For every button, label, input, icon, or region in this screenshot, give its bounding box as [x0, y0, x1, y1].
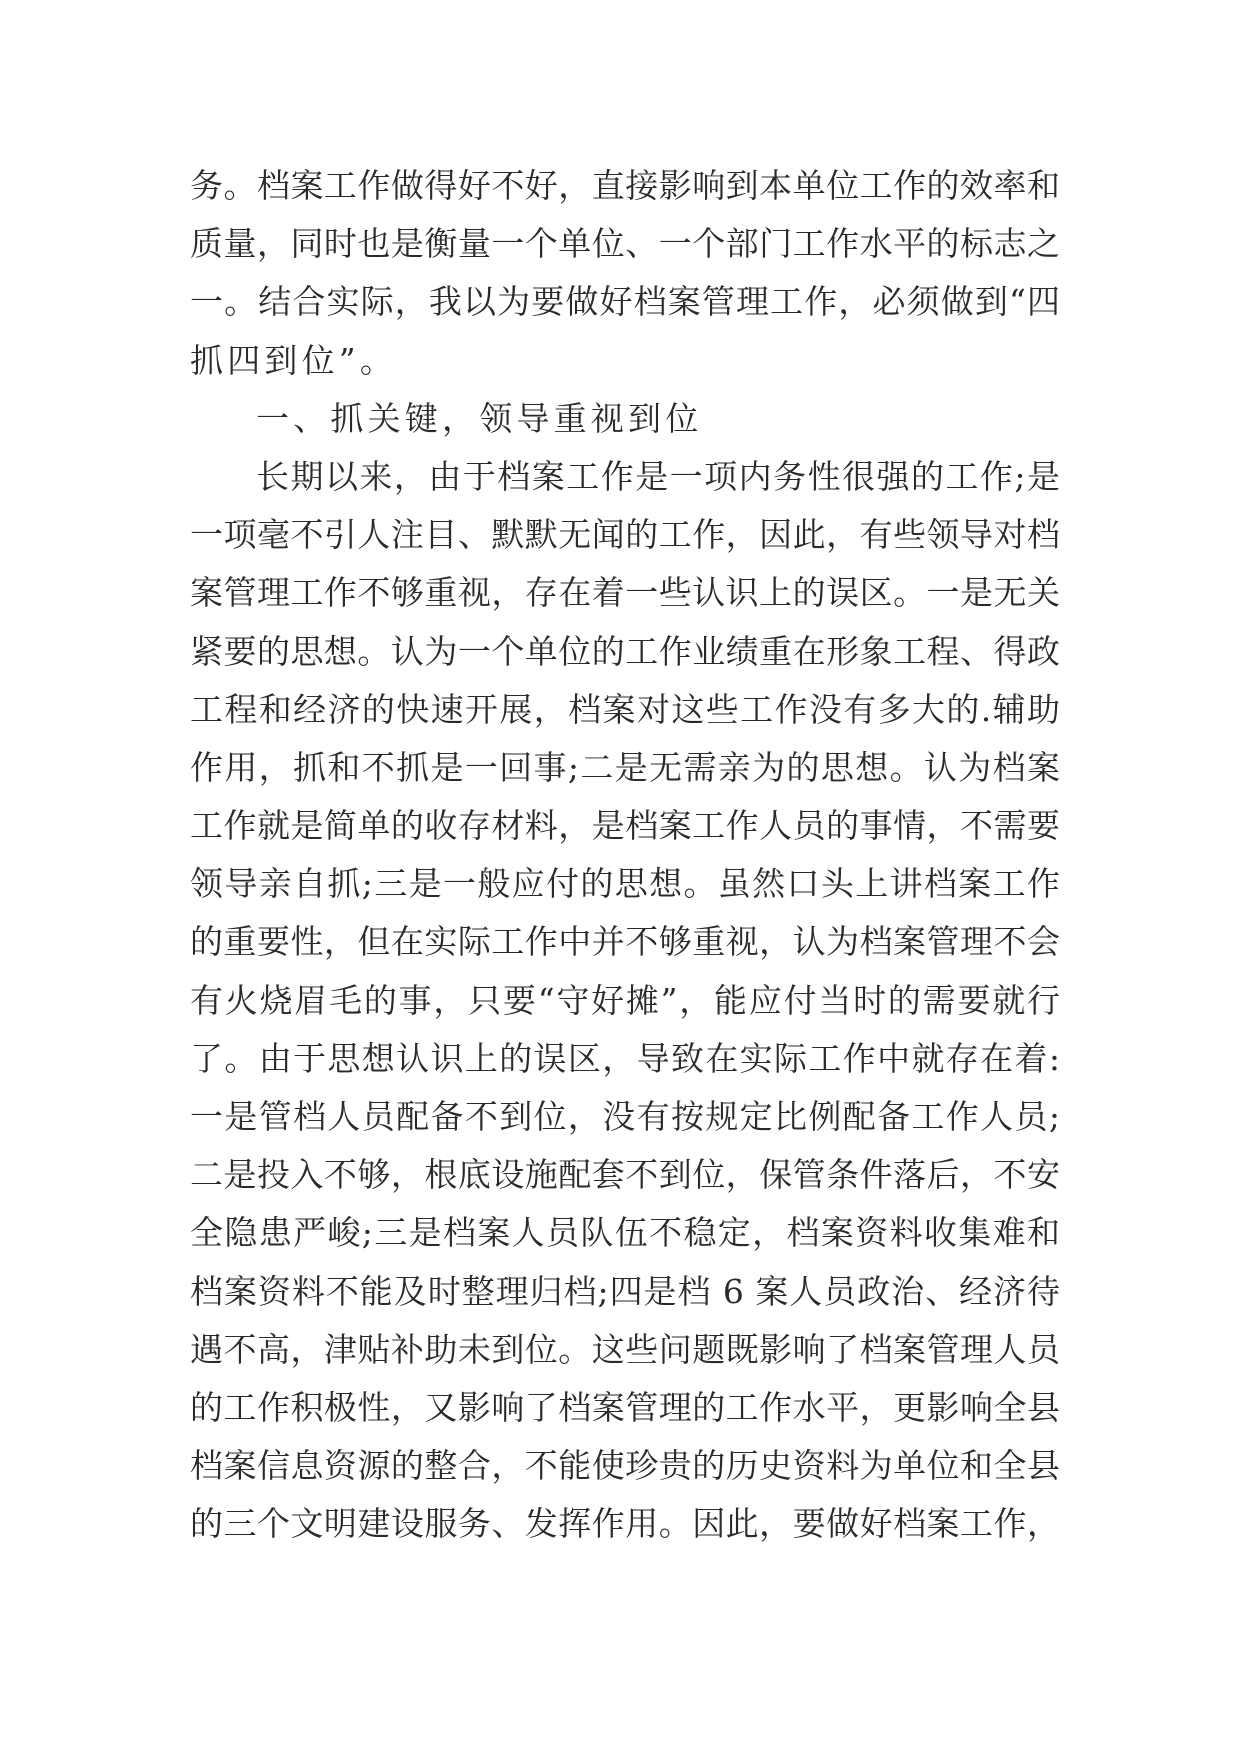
- section-heading: 一、抓关键，领导重视到位: [256, 398, 703, 438]
- text-line: 一是管档人员配备不到位，没有按规定比例配备工作人员;: [190, 1097, 1060, 1136]
- text-line: 长期以来，由于档案工作是一项内务性很强的工作;是: [256, 456, 1060, 496]
- text-line: 作用，抓和不抓是一回事;二是无需亲为的思想。认为档案: [190, 747, 1060, 787]
- text-line: 了。由于思想认识上的误区，导致在实际工作中就存在着:: [190, 1038, 1060, 1078]
- text-line: 一。结合实际，我以为要做好档案管理工作，必须做到“四: [190, 282, 1060, 322]
- text-line: 二是投入不够，根底设施配套不到位，保管条件落后，不安: [190, 1155, 1060, 1195]
- text-line: 案管理工作不够重视，存在着一些认识上的误区。一是无关: [190, 573, 1060, 613]
- text-line: 抓四到位”。: [190, 340, 398, 380]
- text-line: 的工作积极性，又影响了档案管理的工作水平，更影响全县: [190, 1387, 1060, 1427]
- text-line: 全隐患严峻;三是档案人员队伍不稳定，档案资料收集难和: [190, 1213, 1060, 1253]
- text-line: 档案资料不能及时整理归档;四是档 6 案人员政治、经济待: [190, 1271, 1060, 1311]
- text-line: 有火烧眉毛的事，只要“守好摊”，能应付当时的需要就行: [190, 980, 1060, 1020]
- text-line: 档案信息资源的整合，不能使珍贵的历史资料为单位和全县: [190, 1446, 1060, 1486]
- text-line: 的重要性，但在实际工作中并不够重视，认为档案管理不会: [190, 922, 1060, 962]
- text-line: 工作就是简单的收存材料，是档案工作人员的事情，不需要: [190, 806, 1060, 846]
- text-line: 紧要的思想。认为一个单位的工作业绩重在形象工程、得政: [190, 631, 1060, 671]
- text-line: 工程和经济的快速开展，档案对这些工作没有多大的.辅助: [190, 689, 1060, 729]
- text-line: 的三个文明建设服务、发挥作用。因此，要做好档案工作，: [190, 1504, 1060, 1544]
- body-text: [190, 157, 1060, 1554]
- text-line: 务。档案工作做得好不好，直接影响到本单位工作的效率和: [190, 166, 1060, 205]
- text-line: 一项毫不引人注目、默默无闻的工作，因此，有些领导对档: [190, 515, 1060, 555]
- text-line: 遇不高，津贴补助未到位。这些问题既影响了档案管理人员: [190, 1329, 1060, 1369]
- text-line: 质量，同时也是衡量一个单位、一个部门工作水平的标志之: [190, 224, 1060, 264]
- text-line: 领导亲自抓;三是一般应付的思想。虽然口头上讲档案工作: [190, 864, 1060, 904]
